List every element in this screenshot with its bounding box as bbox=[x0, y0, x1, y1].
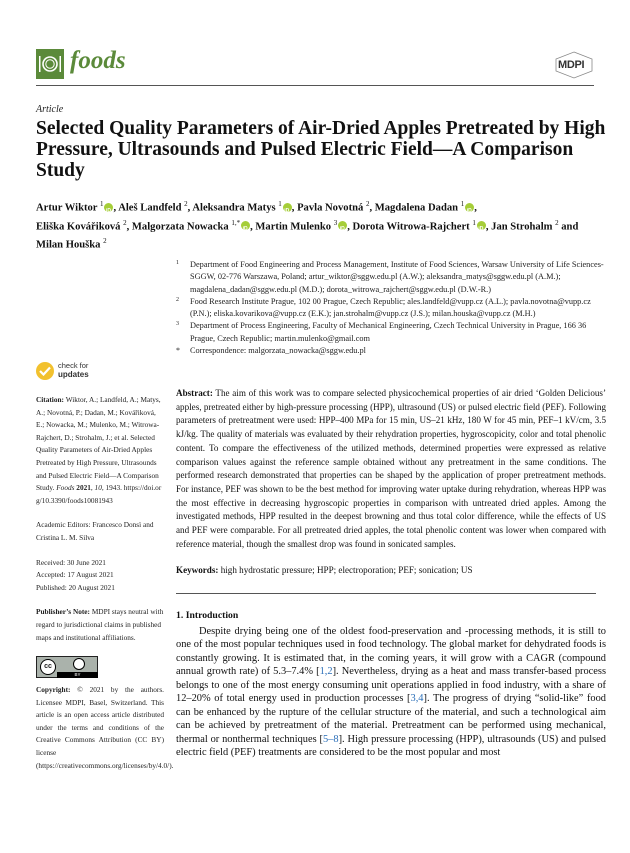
reference-link[interactable]: 1,2 bbox=[319, 666, 333, 678]
author-separator: , bbox=[113, 202, 119, 214]
author-separator: , bbox=[369, 202, 375, 214]
author-affiliation-mark: 2 bbox=[365, 200, 370, 208]
mdpi-logo-text: MDPI bbox=[558, 59, 585, 71]
author-separator: , bbox=[126, 221, 132, 233]
author-affiliation-mark: 1 bbox=[460, 200, 465, 208]
author-separator: , bbox=[347, 221, 353, 233]
author-name: Aleksandra Matys bbox=[192, 202, 279, 214]
author-name: Magdalena Dadan bbox=[374, 202, 461, 214]
article-title: Selected Quality Parameters of Air-Dried Apples Pretreated by High Pressure, Ultrasounds and Pulsed Electric Field—A Comparison Study bbox=[36, 118, 606, 181]
plate-cutlery-icon bbox=[36, 49, 64, 79]
author-separator: , bbox=[485, 221, 492, 233]
author-separator: and bbox=[558, 221, 579, 233]
author-name: Dorota Witrowa-Rajchert bbox=[352, 221, 473, 233]
author-name: Milan Houška bbox=[36, 239, 104, 251]
author-affiliation-mark: 1 bbox=[472, 218, 476, 227]
academic-editors: Academic Editors: Francesco Donsì and Cristina L. M. Silva bbox=[36, 520, 154, 542]
reference-link[interactable]: 3,4 bbox=[410, 693, 424, 705]
citation: Citation: Wiktor, A.; Landfeld, A.; Matys, A.; Novotná, P.; Dadan, M.; Kovářiková, E.; Nowacka, M.; Mulenko, M.; Witrowa-Rajchert, D.; Strohalm, J.; et al. Selected Quality Parameters of Air-Dried Apples Pretreated by High Pressure, Ultrasounds and Pulsed Electric Field—A Comparison Study. Foods 2021, 10, 1943. https://doi.org/10.3390/foods10081943 bbox=[36, 395, 162, 505]
intro-text: Despite drying being one of the oldest food-preservation and -processing methods, it is still to one of the most popular techniques used in food technology. The global market for dehydrated foods is constantly growing. It is estimated that, in the coming years, it will grow with a CAGR (compound annual growth rate) of 5.3–7.4% [ bbox=[176, 625, 606, 678]
section-heading-introduction: 1. Introduction bbox=[176, 610, 239, 622]
published-date: Published: 20 August 2021 bbox=[36, 582, 115, 592]
keywords: Keywords: high hydrostatic pressure; HPP; electroporation; PEF; sonication; US bbox=[176, 565, 473, 576]
author-separator: , bbox=[250, 221, 256, 233]
orcid-icon[interactable] bbox=[241, 221, 250, 230]
correspondence: * Correspondence: malgorzata_nowacka@sggw.edu.pl bbox=[176, 346, 366, 356]
author-name: Artur Wiktor bbox=[36, 202, 100, 214]
affiliation-item: 3 Department of Process Engineering, Faculty of Mechanical Engineering, Czech Technical University in Prague, 166 36 Prague, Czech Republic; martin.mulenko@gmail.com bbox=[176, 321, 587, 343]
author-name: Pavla Novotná bbox=[297, 202, 366, 214]
author-affiliation-mark: 1,* bbox=[231, 218, 241, 227]
article-sidebar bbox=[36, 361, 174, 772]
main-column bbox=[176, 387, 606, 760]
author-name: Aleš Landfeld bbox=[118, 202, 185, 214]
orcid-icon[interactable] bbox=[283, 203, 292, 212]
journal-header bbox=[36, 49, 594, 81]
orcid-icon[interactable] bbox=[477, 221, 486, 230]
author-list bbox=[36, 197, 606, 253]
introduction-paragraph bbox=[176, 625, 606, 760]
intro-text: ]. High pressure processing (HPP), ultrasounds (US) and pulsed electric field (PEF) treatments are considered to be the most popular and most bbox=[176, 733, 606, 759]
author-affiliation-mark: 2 bbox=[103, 237, 107, 246]
author-affiliation-mark: 2 bbox=[123, 218, 127, 227]
abstract-divider bbox=[176, 593, 596, 594]
intro-text: ]. The progress of drying “solid-like” food can be enhanced by the rupture of the cellular structure of the material, and such a technological aim can be achieved by pretreatment of the material. Pretreatment can be performed using mechanical, thermal or nonthermal techniques [ bbox=[176, 693, 606, 745]
publication-dates bbox=[36, 557, 164, 595]
affiliations bbox=[176, 259, 606, 357]
header-divider bbox=[36, 85, 594, 86]
checkmark-icon bbox=[36, 362, 54, 380]
orcid-icon[interactable] bbox=[465, 203, 474, 212]
cc-by-license-badge[interactable]: cc BY bbox=[36, 656, 98, 678]
doi-link[interactable]: https://doi.org/10.3390/foods10081943 bbox=[36, 483, 162, 505]
received-date: Received: 30 June 2021 bbox=[36, 557, 106, 567]
author-affiliation-mark: 3 bbox=[333, 218, 338, 227]
accepted-date: Accepted: 17 August 2021 bbox=[36, 570, 114, 580]
author-affiliation-mark: 2 bbox=[184, 200, 188, 208]
author-separator: , bbox=[291, 202, 298, 214]
author-affiliation-mark: 1 bbox=[278, 200, 282, 208]
copyright-notice: Copyright: © 2021 by the authors. Licensee MDPI, Basel, Switzerland. This article is an open access article distributed under the terms and conditions of the Creative Commons Attribution (CC BY) license (https://creativecommons.org/licenses/by/4.0/). bbox=[36, 685, 174, 770]
author-name: Jan Strohalm bbox=[491, 221, 556, 233]
reference-link[interactable]: 5–8 bbox=[322, 733, 339, 745]
affiliation-item: 2 Food Research Institute Prague, 102 00 Prague, Czech Republic; ales.landfeld@vupp.cz (A.L.); pavla.novotna@vupp.cz (P.N.); eliska.kovarikova@vupp.cz (E.K.); jan.strohalm@vupp.cz (J.S.); milan.houska@vupp.cz (M.H.) bbox=[176, 296, 591, 319]
author-separator: , bbox=[187, 202, 193, 214]
author-name: Malgorzata Nowacka bbox=[131, 221, 232, 233]
author-name: Eliška Kovářiková bbox=[36, 221, 124, 233]
mdpi-logo bbox=[554, 51, 594, 79]
affiliation-item: 1 Department of Food Engineering and Process Management, Institute of Food Sciences, Warsaw University of Life Sciences-SGGW, 02-776 Warszawa, Poland; artur_wiktor@sggw.edu.pl (A.W.); aleksandra_matys@sggw.edu.pl (A.M.); magdalena_dadan@sggw.edu.pl (M.D.); dorota_witrowa_rajchert@sggw.edu.pl (D.W.-R.) bbox=[176, 260, 604, 294]
article-type-label: Article bbox=[36, 104, 64, 115]
author-affiliation-mark: 2 bbox=[555, 218, 559, 227]
author-separator: , bbox=[474, 202, 477, 214]
author-affiliation-mark: 1 bbox=[99, 200, 104, 208]
check-for-updates-button[interactable]: check for updates bbox=[36, 362, 164, 384]
journal-name: foods bbox=[70, 47, 126, 74]
abstract: Abstract: The aim of this work was to compare selected physicochemical properties of air dried ‘Golden Delicious’ apples, pretreated either by high-pressure processing (HPP), ultrasound (US) or pulsed electric field (PEF). Following parameters of pretreatment were used: HPP–400 MPa for 15 min, US–21 kHz, 180 W for 45 min, PEF–1 kV/cm, 3.5 kJ/kg. The quality of materials was evaluated by their rehydration properties, hygroscopicity, color and total phenolic content. To compare the effectiveness of the utilized methods, determined properties were expressed as relative comparison values against the reference sample obtained without any pretreatment in the same conditions. The performed research demonstrated that properties can be shaped by the application of proper pretreatment methods. For instance, PEF was shown to be the best method for improving water uptake during rehydration, whereas HPP was the most effective in decreasing hygroscopic properties in comparison with untreated dried apples. Among the investigated methods, HPP resulted in the deepest browning and thus total color difference, while the effects of US and PEF were comparable. For all pretreated dried apples, the total phenolic content was lower when compared with reference material, though the smallest drop was found in sonicated samples. bbox=[176, 388, 606, 549]
orcid-icon[interactable] bbox=[104, 203, 113, 212]
orcid-icon[interactable] bbox=[338, 221, 347, 230]
intro-text: ]. Nevertheless, drying as a heat and mass transfer-based process belongs to one of the most energy consuming unit operations applied in food industry, with a share of 12–20% of total energy used in production processes [ bbox=[176, 666, 606, 705]
attribution-person-icon bbox=[73, 658, 85, 670]
publisher-note: Publisher’s Note: MDPI stays neutral with regard to jurisdictional claims in published maps and institutional affiliations. bbox=[36, 607, 164, 642]
creative-commons-icon: cc bbox=[40, 659, 56, 675]
author-name: Martin Mulenko bbox=[255, 221, 334, 233]
